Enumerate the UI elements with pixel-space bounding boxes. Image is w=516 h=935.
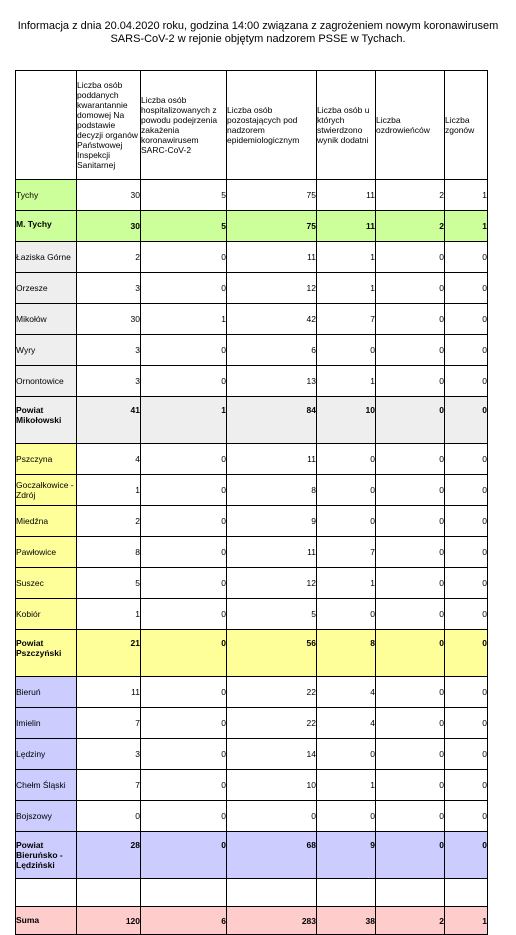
statistics-table <box>15 70 488 935</box>
value-cell: 0 <box>141 537 227 568</box>
value-cell: 1 <box>77 599 141 630</box>
value-cell: 0 <box>445 677 488 708</box>
table-row <box>16 211 488 242</box>
value-cell: 0 <box>376 599 445 630</box>
table-row <box>16 879 488 907</box>
value-cell: 0 <box>376 397 445 444</box>
row-label: Kobiór <box>16 599 77 630</box>
value-cell: 283 <box>227 907 317 935</box>
table-row <box>16 568 488 599</box>
value-cell: 7 <box>317 537 376 568</box>
row-label: Lędziny <box>16 739 77 770</box>
value-cell: 1 <box>141 304 227 335</box>
value-cell: 30 <box>77 304 141 335</box>
row-label: Powiat Mikołowski <box>16 397 77 444</box>
value-cell: 0 <box>227 801 317 832</box>
value-cell: 0 <box>445 599 488 630</box>
table-row <box>16 475 488 506</box>
table-row <box>16 677 488 708</box>
value-cell: 0 <box>376 366 445 397</box>
value-cell: 8 <box>227 475 317 506</box>
value-cell: 0 <box>376 801 445 832</box>
value-cell: 0 <box>376 537 445 568</box>
table-row <box>16 273 488 304</box>
value-cell: 4 <box>77 444 141 475</box>
value-cell: 2 <box>77 242 141 273</box>
value-cell: 0 <box>317 599 376 630</box>
value-cell: 6 <box>141 907 227 935</box>
value-cell: 22 <box>227 677 317 708</box>
value-cell: 0 <box>141 770 227 801</box>
value-cell: 0 <box>445 801 488 832</box>
table-row <box>16 801 488 832</box>
value-cell: 6 <box>227 335 317 366</box>
value-cell: 0 <box>445 568 488 599</box>
value-cell: 0 <box>77 801 141 832</box>
value-cell: 0 <box>445 304 488 335</box>
value-cell <box>317 879 376 907</box>
value-cell: 1 <box>317 770 376 801</box>
row-label: Chełm Śląski <box>16 770 77 801</box>
value-cell: 120 <box>77 907 141 935</box>
value-cell: 68 <box>227 832 317 879</box>
value-cell: 12 <box>227 273 317 304</box>
value-cell: 1 <box>317 568 376 599</box>
value-cell: 11 <box>77 677 141 708</box>
value-cell: 28 <box>77 832 141 879</box>
value-cell: 1 <box>317 366 376 397</box>
value-cell: 1 <box>445 211 488 242</box>
value-cell: 42 <box>227 304 317 335</box>
row-label: Orzesze <box>16 273 77 304</box>
value-cell: 0 <box>141 273 227 304</box>
table-row <box>16 630 488 677</box>
value-cell: 0 <box>141 801 227 832</box>
value-cell: 0 <box>445 366 488 397</box>
value-cell: 11 <box>227 444 317 475</box>
value-cell: 0 <box>445 537 488 568</box>
value-cell: 0 <box>376 335 445 366</box>
table-row <box>16 366 488 397</box>
value-cell: 0 <box>376 475 445 506</box>
value-cell: 0 <box>376 630 445 677</box>
table-row <box>16 397 488 444</box>
value-cell: 30 <box>77 211 141 242</box>
value-cell: 14 <box>227 739 317 770</box>
row-label: Bieruń <box>16 677 77 708</box>
value-cell: 1 <box>317 242 376 273</box>
value-cell: 0 <box>141 242 227 273</box>
report-title: Informacja z dnia 20.04.2020 roku, godzina 14:00 związana z zagrożeniem nowym koronawirusem SARS-CoV-2 w rejonie objętym nadzorem PSSE w Tychach. <box>17 20 499 45</box>
value-cell: 1 <box>317 273 376 304</box>
value-cell: 22 <box>227 708 317 739</box>
row-label: Wyry <box>16 335 77 366</box>
value-cell: 0 <box>376 677 445 708</box>
value-cell: 11 <box>227 537 317 568</box>
value-cell: 84 <box>227 397 317 444</box>
table-row <box>16 770 488 801</box>
value-cell: 9 <box>227 506 317 537</box>
value-cell: 0 <box>317 475 376 506</box>
value-cell: 0 <box>141 444 227 475</box>
value-cell: 0 <box>317 801 376 832</box>
value-cell: 11 <box>317 180 376 211</box>
table-row <box>16 708 488 739</box>
row-label: Miedźna <box>16 506 77 537</box>
row-label: Pawłowice <box>16 537 77 568</box>
value-cell: 7 <box>317 304 376 335</box>
value-cell <box>445 879 488 907</box>
row-label: M. Tychy <box>16 211 77 242</box>
table-row <box>16 599 488 630</box>
value-cell: 38 <box>317 907 376 935</box>
value-cell: 0 <box>445 708 488 739</box>
row-label: Powiat Pszczyński <box>16 630 77 677</box>
row-label: Pszczyna <box>16 444 77 475</box>
table-row <box>16 832 488 879</box>
value-cell: 0 <box>445 739 488 770</box>
value-cell: 10 <box>227 770 317 801</box>
header-positive: Liczba osób u których stwierdzono wynik dodatni <box>317 71 376 180</box>
value-cell: 0 <box>445 770 488 801</box>
value-cell: 2 <box>376 180 445 211</box>
value-cell: 0 <box>317 335 376 366</box>
value-cell: 0 <box>376 273 445 304</box>
value-cell: 0 <box>141 630 227 677</box>
value-cell: 0 <box>141 708 227 739</box>
value-cell: 0 <box>376 506 445 537</box>
value-cell: 5 <box>141 211 227 242</box>
header-cell-blank <box>16 71 77 180</box>
value-cell: 0 <box>445 506 488 537</box>
value-cell: 56 <box>227 630 317 677</box>
table-row <box>16 537 488 568</box>
value-cell: 0 <box>141 366 227 397</box>
value-cell: 7 <box>77 770 141 801</box>
value-cell: 0 <box>317 506 376 537</box>
value-cell: 0 <box>317 444 376 475</box>
row-label: Mikołów <box>16 304 77 335</box>
table-row <box>16 907 488 935</box>
value-cell: 5 <box>141 180 227 211</box>
row-label: Suszec <box>16 568 77 599</box>
value-cell: 3 <box>77 335 141 366</box>
value-cell: 75 <box>227 211 317 242</box>
value-cell: 0 <box>445 335 488 366</box>
value-cell: 0 <box>376 739 445 770</box>
value-cell <box>376 879 445 907</box>
table-row <box>16 506 488 537</box>
value-cell: 3 <box>77 273 141 304</box>
row-label: Ornontowice <box>16 366 77 397</box>
value-cell: 1 <box>445 907 488 935</box>
value-cell: 8 <box>77 537 141 568</box>
value-cell: 9 <box>317 832 376 879</box>
value-cell: 0 <box>445 397 488 444</box>
value-cell: 5 <box>77 568 141 599</box>
value-cell: 1 <box>141 397 227 444</box>
value-cell: 0 <box>141 568 227 599</box>
value-cell: 0 <box>141 739 227 770</box>
row-label: Łaziska Górne <box>16 242 77 273</box>
value-cell: 11 <box>227 242 317 273</box>
value-cell: 0 <box>141 506 227 537</box>
value-cell: 5 <box>227 599 317 630</box>
value-cell: 0 <box>376 568 445 599</box>
value-cell: 0 <box>376 770 445 801</box>
value-cell: 0 <box>445 832 488 879</box>
header-supervision: Liczba osób pozostających pod nadzorem epidemiologicznym <box>227 71 317 180</box>
value-cell: 2 <box>77 506 141 537</box>
value-cell: 0 <box>445 273 488 304</box>
value-cell: 0 <box>445 475 488 506</box>
value-cell: 11 <box>317 211 376 242</box>
row-label <box>16 879 77 907</box>
header-quarantine: Liczba osób poddanych kwarantannie domowej Na podstawie decyzji organów Państwowej Inspekcji Sanitarnej <box>77 71 141 180</box>
value-cell: 0 <box>141 832 227 879</box>
value-cell: 0 <box>141 599 227 630</box>
header-recovered: Liczba ozdrowieńców <box>376 71 445 180</box>
value-cell: 2 <box>376 907 445 935</box>
value-cell: 4 <box>317 708 376 739</box>
value-cell <box>227 879 317 907</box>
value-cell: 0 <box>376 708 445 739</box>
value-cell: 75 <box>227 180 317 211</box>
row-label: Powiat Bieruńsko - Lędziński <box>16 832 77 879</box>
value-cell <box>141 879 227 907</box>
value-cell: 2 <box>376 211 445 242</box>
table-row <box>16 335 488 366</box>
value-cell: 1 <box>445 180 488 211</box>
value-cell <box>77 879 141 907</box>
header-deaths: Liczba zgonów <box>445 71 488 180</box>
value-cell: 0 <box>376 242 445 273</box>
table-header-row <box>16 71 488 180</box>
value-cell: 0 <box>376 304 445 335</box>
row-label: Goczałkowice - Zdrój <box>16 475 77 506</box>
value-cell: 0 <box>376 444 445 475</box>
value-cell: 0 <box>445 242 488 273</box>
row-label: Imielin <box>16 708 77 739</box>
value-cell: 0 <box>317 739 376 770</box>
value-cell: 1 <box>77 475 141 506</box>
header-hospitalized: Liczba osób hospitalizowanych z powodu podejrzenia zakażenia koronawirusem SARC-CoV-2 <box>141 71 227 180</box>
value-cell: 3 <box>77 739 141 770</box>
value-cell: 4 <box>317 677 376 708</box>
value-cell: 13 <box>227 366 317 397</box>
value-cell: 0 <box>141 475 227 506</box>
value-cell: 8 <box>317 630 376 677</box>
value-cell: 7 <box>77 708 141 739</box>
value-cell: 30 <box>77 180 141 211</box>
table-row <box>16 242 488 273</box>
value-cell: 0 <box>376 832 445 879</box>
row-label: Bojszowy <box>16 801 77 832</box>
row-label: Tychy <box>16 180 77 211</box>
value-cell: 0 <box>141 677 227 708</box>
table-row <box>16 444 488 475</box>
table-row <box>16 739 488 770</box>
value-cell: 0 <box>445 444 488 475</box>
value-cell: 3 <box>77 366 141 397</box>
table-row <box>16 180 488 211</box>
value-cell: 21 <box>77 630 141 677</box>
value-cell: 12 <box>227 568 317 599</box>
row-label: Suma <box>16 907 77 935</box>
value-cell: 0 <box>141 335 227 366</box>
value-cell: 41 <box>77 397 141 444</box>
value-cell: 0 <box>445 630 488 677</box>
table-row <box>16 304 488 335</box>
value-cell: 10 <box>317 397 376 444</box>
